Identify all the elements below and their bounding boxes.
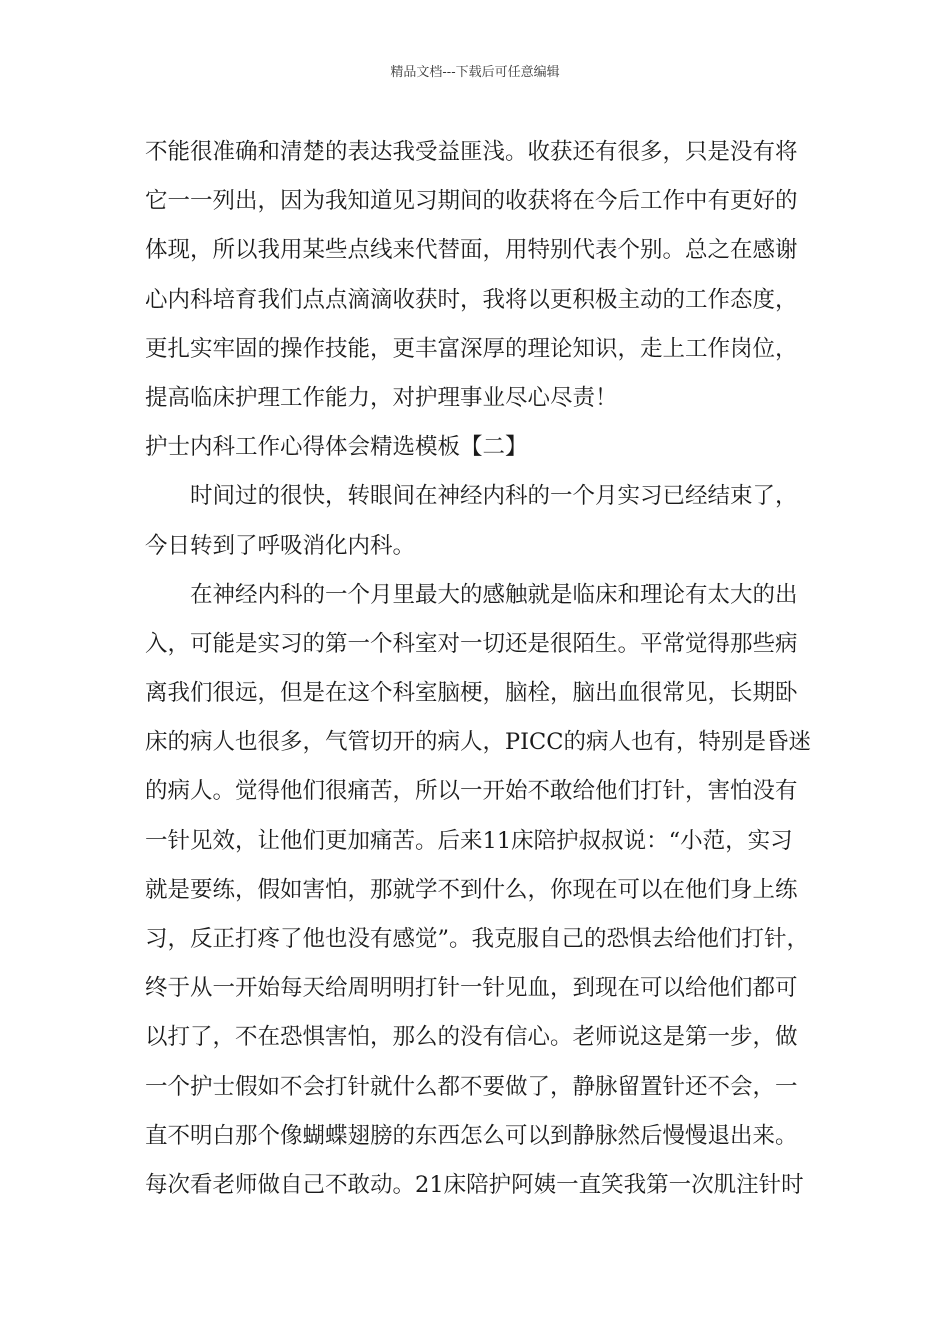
text-line: 一个护士假如不会打针就什么都不要做了，静脉留置针还不会，一 <box>145 1073 798 1100</box>
text-line: 不能很准确和清楚的表达我受益匪浅。收获还有很多，只是没有将 <box>145 139 798 165</box>
text-line: 每次看老师做自己不敢动。21床陪护阿姨一直笑我第一次肌注针时 <box>145 1171 804 1198</box>
text-line: 终于从一开始每天给周明明打针一针见血，到现在可以给他们都可 <box>145 975 798 1002</box>
body-text <box>145 128 825 1210</box>
text-line: 就是要练，假如害怕，那就学不到什么，你现在可以在他们身上练 <box>145 876 798 903</box>
text-line: 体现，所以我用某些点线来代替面，用特别代表个别。总之在感谢 <box>145 237 798 264</box>
text-line: 提高临床护理工作能力，对护理事业尽心尽责！ <box>145 384 618 411</box>
text-line: 入，可能是实习的第一个科室对一切还是很陌生。平常觉得那些病 <box>145 630 798 657</box>
text-line: 今日转到了呼吸消化内科。 <box>145 532 416 559</box>
text-line: 更扎实牢固的操作技能，更丰富深厚的理论知识，走上工作岗位， <box>145 335 798 362</box>
text-line: 床的病人也很多，气管切开的病人，PICC的病人也有，特别是昏迷 <box>145 729 811 756</box>
paragraph-start: 在神经内科的一个月里最大的感触就是临床和理论有太大的出 <box>190 581 798 608</box>
text-line: 离我们很远，但是在这个科室脑梗，脑栓，脑出血很常见，长期卧 <box>145 680 798 707</box>
text-line: 直不明白那个像蝴蝶翅膀的东西怎么可以到静脉然后慢慢退出来。 <box>145 1122 798 1149</box>
text-line: 心内科培育我们点点滴滴收获时，我将以更积极主动的工作态度， <box>145 286 798 313</box>
text-line: 它一一列出，因为我知道见习期间的收获将在今后工作中有更好的 <box>145 188 798 215</box>
text-line: 一针见效，让他们更加痛苦。后来11床陪护叔叔说：“小范，实习 <box>145 827 793 854</box>
text-line: 的病人。觉得他们很痛苦，所以一开始不敢给他们打针，害怕没有 <box>145 778 798 805</box>
page-header: 精品文档---下载后可任意编辑 <box>390 65 560 80</box>
text-line: 以打了，不在恐惧害怕，那么的没有信心。老师说这是第一步，做 <box>145 1024 798 1051</box>
text-line: 习，反正打疼了他也没有感觉”。我克服自己的恐惧去给他们打针， <box>145 926 810 952</box>
paragraph-start: 时间过的很快，转眼间在神经内科的一个月实习已经结束了， <box>190 483 798 510</box>
section-heading: 护士内科工作心得体会精选模板【二】 <box>145 434 528 461</box>
